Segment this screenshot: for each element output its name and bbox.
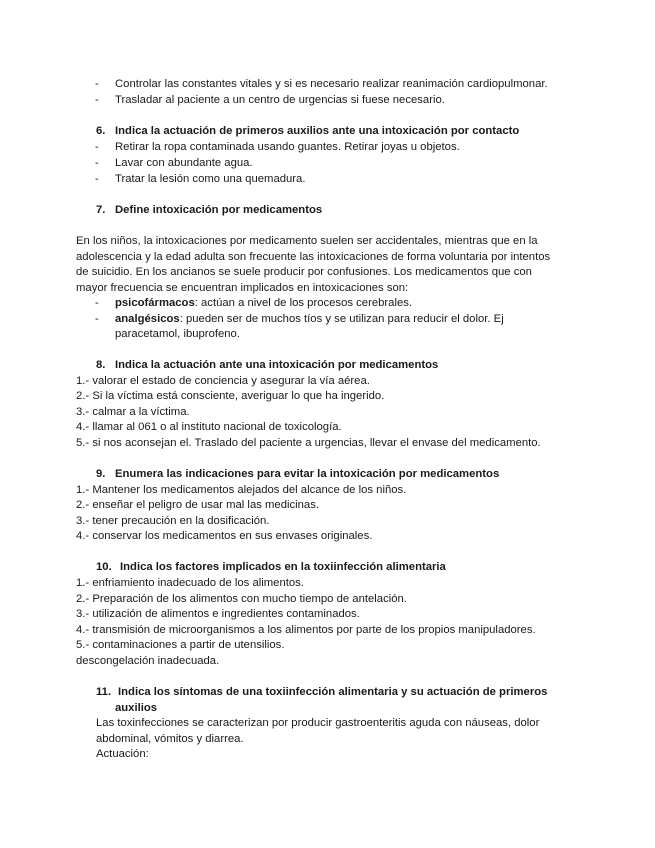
question-heading: Indica la actuación de primeros auxilios ante una intoxicación por contacto <box>115 125 520 137</box>
paragraph-line: de suicidio. En los ancianos se suele producir por confusiones. Los medicamentos que con <box>76 266 532 278</box>
question-number: 9. <box>96 468 106 480</box>
list-item: 3.- tener precaución en la dosificación. <box>76 515 270 527</box>
list-item: 1.- enfriamiento inadecuado de los alimentos. <box>76 577 304 589</box>
bullet-marker: - <box>95 313 99 325</box>
list-item: 2.- enseñar el peligro de usar mal las medicinas. <box>76 499 320 511</box>
list-item: 5.- contaminaciones a partir de utensilios. <box>76 639 285 651</box>
question-heading: Define intoxicación por medicamentos <box>115 204 323 216</box>
question-number: 10. <box>96 561 112 573</box>
paragraph-line: Las toxinfecciones se caracterizan por producir gastroenteritis aguda con náuseas, dolor <box>96 717 540 729</box>
list-item: 4.- conservar los medicamentos en sus envases originales. <box>76 530 373 542</box>
question-heading: Enumera las indicaciones para evitar la intoxicación por medicamentos <box>115 468 500 480</box>
question-heading: Indica la actuación ante una intoxicación por medicamentos <box>115 359 439 371</box>
paragraph-line: mayor frecuencia se encuentran implicados en intoxicaciones son: <box>76 282 409 294</box>
question-number: 8. <box>96 359 106 371</box>
term: psicofármacos <box>115 297 195 309</box>
question-heading: Indica los factores implicados en la toxiinfección alimentaria <box>120 561 446 573</box>
bullet-marker: - <box>95 297 99 309</box>
question-heading: Indica los síntomas de una toxiinfección alimentaria y su actuación de primeros <box>118 686 548 698</box>
list-item: 4.- llamar al 061 o al instituto nacional de toxicología. <box>76 421 342 433</box>
question-number: 7. <box>96 204 106 216</box>
definition: : pueden ser de muchos tíos y se utilizan para reducir el dolor. Ej <box>179 313 504 325</box>
list-item: 2.- Si la víctima está consciente, averiguar lo que ha ingerido. <box>76 390 385 402</box>
list-item: 3.- calmar a la víctima. <box>76 406 190 418</box>
definition: : actúan a nivel de los procesos cerebrales. <box>194 297 413 309</box>
list-item-continuation: paracetamol, ibuprofeno. <box>115 328 240 340</box>
paragraph-line: adolescencia y la edad adulta son frecuente las intoxicaciones de forma voluntaria por intentos <box>76 251 551 263</box>
list-item: 5.- si nos aconsejan el. Traslado del paciente a urgencias, llevar el envase del medicamento. <box>76 437 541 449</box>
list-item <box>115 312 504 326</box>
paragraph-line: abdominal, vómitos y diarrea. <box>96 733 244 745</box>
list-item: 4.- transmisión de microorganismos a los alimentos por parte de los propios manipuladores. <box>76 624 536 636</box>
question-heading-continuation: auxilios <box>115 702 158 714</box>
bullet-marker: - <box>95 157 99 169</box>
bullet-marker: - <box>95 141 99 153</box>
question-number: 11. <box>96 686 112 698</box>
question-number: 6. <box>96 125 106 137</box>
paragraph-line: Actuación: <box>96 748 149 760</box>
list-item: 2.- Preparación de los alimentos con mucho tiempo de antelación. <box>76 593 407 605</box>
list-item: 1.- Mantener los medicamentos alejados del alcance de los niños. <box>76 484 407 496</box>
list-item <box>115 296 412 310</box>
list-item: 1.- valorar el estado de conciencia y asegurar la vía aérea. <box>76 375 370 387</box>
list-item: descongelación inadecuada. <box>76 655 220 667</box>
bullet-marker: - <box>95 78 99 90</box>
list-item: Tratar la lesión como una quemadura. <box>115 173 306 185</box>
bullet-marker: - <box>95 173 99 185</box>
list-item: 3.- utilización de alimentos e ingredientes contaminados. <box>76 608 360 620</box>
bullet-marker: - <box>95 94 99 106</box>
paragraph-line: En los niños, la intoxicaciones por medicamento suelen ser accidentales, mientras que en la <box>76 235 538 247</box>
list-item: Lavar con abundante agua. <box>115 157 253 169</box>
list-item: Controlar las constantes vitales y si es necesario realizar reanimación cardiopulmonar. <box>115 78 548 90</box>
list-item: Trasladar al paciente a un centro de urgencias si fuese necesario. <box>115 94 445 106</box>
term: analgésicos <box>115 313 180 325</box>
list-item: Retirar la ropa contaminada usando guantes. Retirar joyas u objetos. <box>115 141 460 153</box>
